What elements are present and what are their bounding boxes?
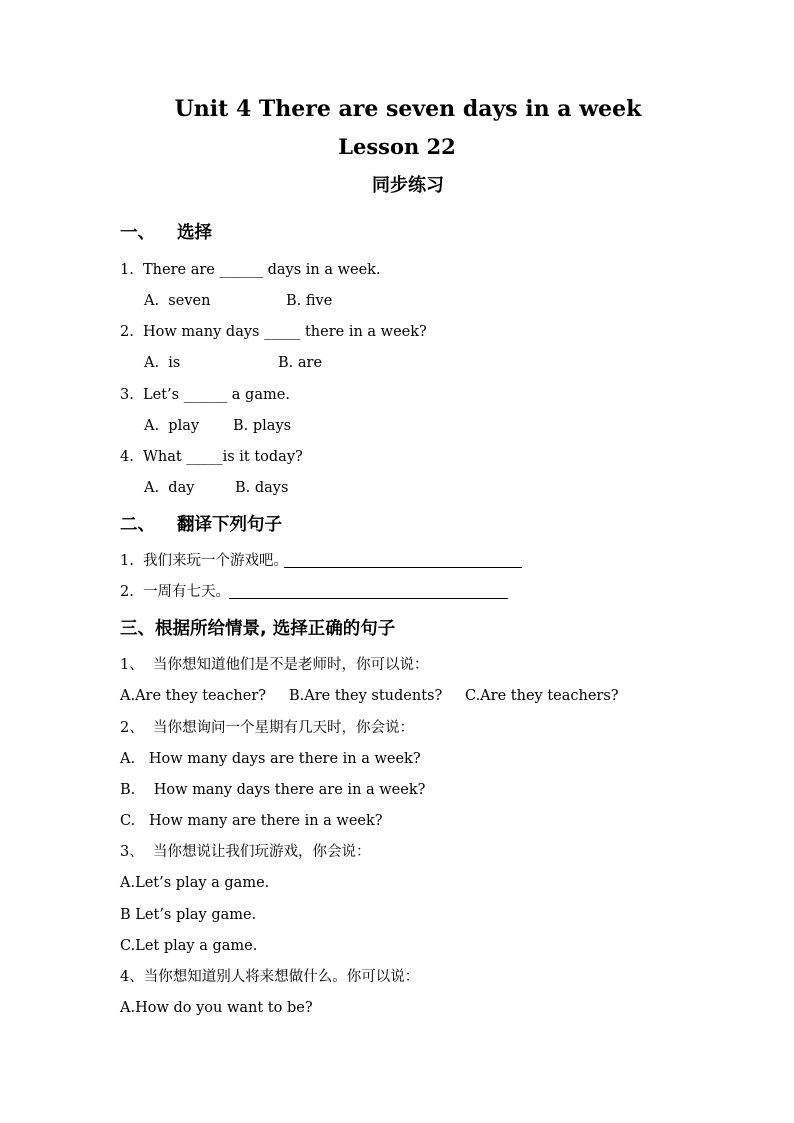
q2-option-b: B. are — [278, 355, 323, 371]
translate-q2-text: 一周有七天。 — [143, 584, 230, 600]
q1-option-a: A. seven — [144, 293, 211, 309]
q1-text: There are ______ days in a week. — [143, 262, 381, 278]
situation-q2-option-b: B. How many days there are in a week? — [120, 782, 426, 798]
page-subtitle: 同步练习 — [372, 175, 444, 196]
section2-heading: 翻译下列句子 — [177, 515, 282, 535]
section2-number: 二、 — [120, 515, 155, 535]
lesson-title: Lesson 22 — [338, 134, 456, 159]
situation-q1-option-a: A.Are they teacher? — [120, 688, 267, 704]
q3-option-a: A. play — [144, 418, 200, 434]
section1-heading: 选择 — [177, 223, 212, 243]
translate-q1-answer-line — [284, 567, 522, 568]
section3-heading: 三、根据所给情景, 选择正确的句子 — [120, 619, 396, 639]
situation-q1-option-b: B.Are they students? — [289, 688, 443, 704]
q4-option-a: A. day — [144, 480, 195, 496]
q1-option-b: B. five — [286, 293, 333, 309]
q2-number: 2. — [120, 324, 134, 340]
q2-text: How many days _____ there in a week? — [143, 324, 427, 340]
situation-q3-option-c: C.Let play a game. — [120, 938, 258, 954]
situation-q3-option-a: A.Let’s play a game. — [120, 875, 270, 891]
situation-q1-text: 1、 当你想知道他们是不是老师时，你可以说： — [120, 657, 429, 673]
q3-option-b: B. plays — [233, 418, 292, 434]
q3-text: Let’s ______ a game. — [143, 387, 290, 403]
section1-number: 一、 — [120, 223, 155, 243]
situation-q3-text: 3、 当你想说让我们玩游戏，你会说： — [120, 844, 371, 860]
situation-q2-option-a: A. How many days are there in a week? — [120, 751, 421, 767]
situation-q2-option-c: C. How many are there in a week? — [120, 813, 383, 829]
translate-q2-number: 2. — [120, 584, 134, 600]
unit-title: Unit 4 There are seven days in a week — [174, 96, 642, 122]
translate-q2-answer-line — [229, 598, 508, 599]
situation-q4-option-a: A.How do you want to be? — [120, 1000, 313, 1016]
q2-option-a: A. is — [144, 355, 181, 371]
situation-q4-text: 4、当你想知道别人将来想做什么。你可以说： — [120, 969, 420, 985]
translate-q1-text: 我们来玩一个游戏吧。 — [143, 553, 288, 569]
situation-q2-text: 2、 当你想询问一个星期有几天时，你会说： — [120, 720, 414, 736]
q3-number: 3. — [120, 387, 134, 403]
q4-text: What _____is it today? — [143, 449, 303, 465]
translate-q1-number: 1. — [120, 553, 134, 569]
situation-q1-option-c: C.Are they teachers? — [465, 688, 619, 704]
situation-q3-option-b: B Let’s play game. — [120, 907, 257, 923]
q4-option-b: B. days — [235, 480, 289, 496]
q4-number: 4. — [120, 449, 134, 465]
q1-number: 1. — [120, 262, 134, 278]
